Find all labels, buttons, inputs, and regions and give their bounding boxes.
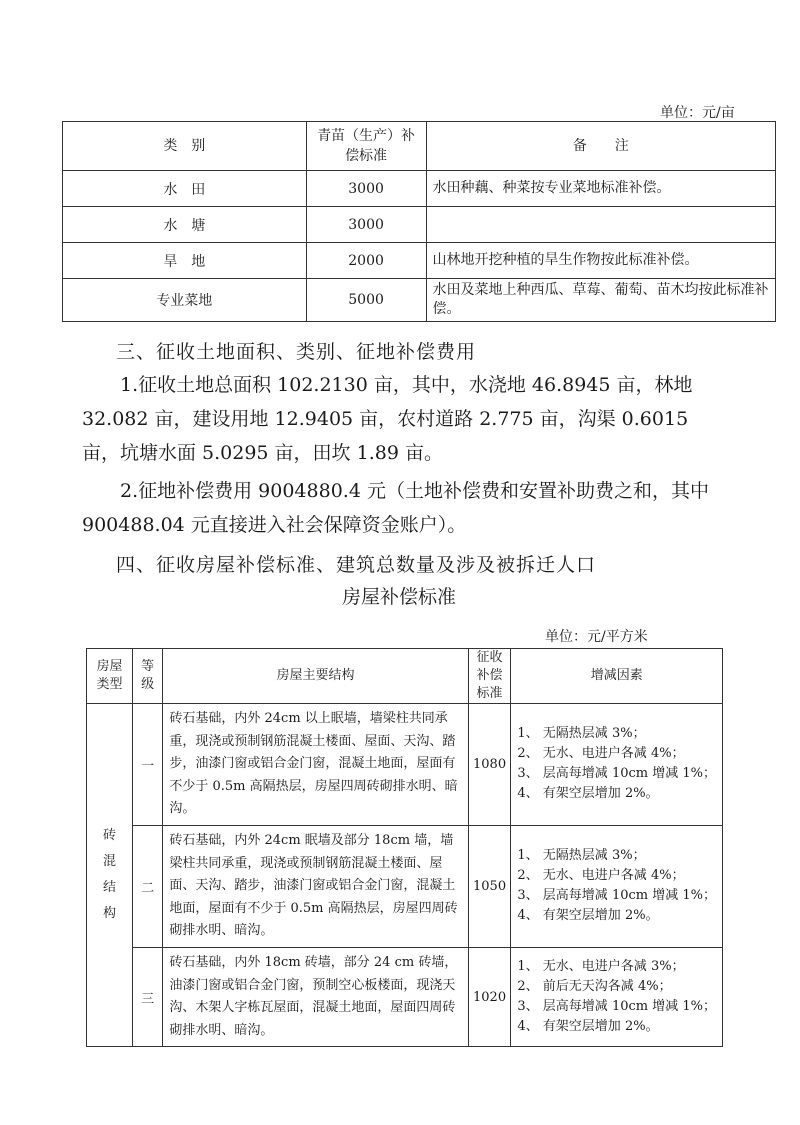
header-standard: 征收 补偿 标准 bbox=[468, 649, 511, 704]
table-header-row bbox=[87, 649, 723, 704]
structure-cell: 砖石基础，内外 18cm 砖墙，部分 24 cm 砖墙，油漆门窗或铝合金门窗，预制空心板楼面，现浇天沟、木架人字栋瓦屋面，混凝土地面，屋面四周砖砌排水明、暗沟。 bbox=[163, 947, 468, 1046]
house-compensation-table bbox=[86, 648, 723, 1047]
row-note bbox=[426, 207, 776, 243]
structure-cell: 砖石基础，内外 24cm 眠墙及部分 18cm 墙，墙梁柱共同承重，现浇或预制钢筋混凝土楼面、屋面、天沟、踏步，油漆门窗或铝合金门窗，混凝土地面，屋面有不少于 0.5m 高隔热层，房屋四周砖砌排水明、暗沟。 bbox=[163, 825, 468, 947]
row-note: 山林地开挖种植的旱生作物按此标准补偿。 bbox=[426, 243, 776, 279]
row-note: 水田种藕、种菜按专业菜地标准补偿。 bbox=[426, 171, 776, 207]
house-type-cell: 砖 混 结 构 bbox=[87, 704, 133, 1047]
row-category: 旱 地 bbox=[63, 243, 307, 279]
seedling-compensation-table bbox=[62, 121, 776, 322]
grade-cell: 一 bbox=[132, 704, 162, 826]
grade-cell: 三 bbox=[132, 947, 162, 1046]
header-structure: 房屋主要结构 bbox=[163, 649, 468, 704]
section3-heading: 三、征收土地面积、类别、征地补偿费用 bbox=[116, 341, 477, 363]
header-house-type: 房屋 类型 bbox=[87, 649, 133, 704]
standard-cell: 1080 bbox=[468, 704, 511, 826]
row-value: 3000 bbox=[306, 207, 426, 243]
header-standard: 青苗（生产）补 偿标准 bbox=[306, 122, 426, 171]
row-value: 5000 bbox=[306, 279, 426, 322]
row-category: 专业菜地 bbox=[63, 279, 307, 322]
standard-cell: 1050 bbox=[468, 825, 511, 947]
row-category: 水 田 bbox=[63, 171, 307, 207]
table-row bbox=[63, 279, 776, 322]
table-header-row bbox=[63, 122, 776, 171]
table1-unit: 单位：元/亩 bbox=[660, 105, 735, 121]
standard-cell: 1020 bbox=[468, 947, 511, 1046]
header-grade: 等 级 bbox=[132, 649, 162, 704]
header-note: 备 注 bbox=[426, 122, 776, 171]
row-value: 2000 bbox=[306, 243, 426, 279]
factors-cell: 1、 无隔热层减 3%； 2、 无水、电进户各减 4%； 3、 层高每增减 10cm 增减 1%； 4、 有架空层增加 2%。 bbox=[511, 704, 723, 826]
table-row bbox=[87, 704, 723, 826]
table-row bbox=[87, 825, 723, 947]
row-category: 水 塘 bbox=[63, 207, 307, 243]
house-compensation-title: 房屋补偿标准 bbox=[342, 586, 457, 608]
header-category: 类 别 bbox=[63, 122, 307, 171]
table-row bbox=[63, 243, 776, 279]
row-value: 3000 bbox=[306, 171, 426, 207]
factors-cell: 1、 无隔热层减 3%； 2、 无水、电进户各减 4%； 3、 层高每增减 10cm 增减 1%； 4、 有架空层增加 2%。 bbox=[511, 825, 723, 947]
row-note: 水田及菜地上种西瓜、草莓、葡萄、苗木均按此标准补偿。 bbox=[426, 279, 776, 322]
grade-cell: 二 bbox=[132, 825, 162, 947]
section3-paragraph-1: 1.征收土地总面积 102.2130 亩，其中，水浇地 46.8945 亩，林地 32.082 亩，建设用地 12.9405 亩，农村道路 2.775 亩，沟渠 0.6015 亩，坑塘水面 5.0295 亩，田坎 1.89 亩。 bbox=[82, 374, 693, 464]
table-row bbox=[63, 207, 776, 243]
structure-cell: 砖石基础，内外 24cm 以上眠墙，墙梁柱共同承重，现浇或预制钢筋混凝土楼面、屋面、天沟、踏步，油漆门窗或铝合金门窗，混凝土地面，屋面有不少于 0.5m 高隔热层，房屋四周砖砌排水明、暗沟。 bbox=[163, 704, 468, 826]
factors-cell: 1、 无水、电进户各减 3%； 2、 前后无天沟各减 4%； 3、 层高每增减 10cm 增减 1%； 4、 有架空层增加 2%。 bbox=[511, 947, 723, 1046]
table-row bbox=[63, 171, 776, 207]
header-factors: 增减因素 bbox=[511, 649, 723, 704]
table2-unit: 单位：元/平方米 bbox=[545, 629, 648, 645]
section3-paragraph-2: 2.征地补偿费用 9004880.4 元（土地补偿费和安置补助费之和，其中 900488.04 元直接进入社会保障资金账户）。 bbox=[82, 480, 709, 536]
table-row bbox=[87, 947, 723, 1046]
section4-heading: 四、征收房屋补偿标准、建筑总数量及涉及被拆迁人口 bbox=[116, 554, 597, 576]
